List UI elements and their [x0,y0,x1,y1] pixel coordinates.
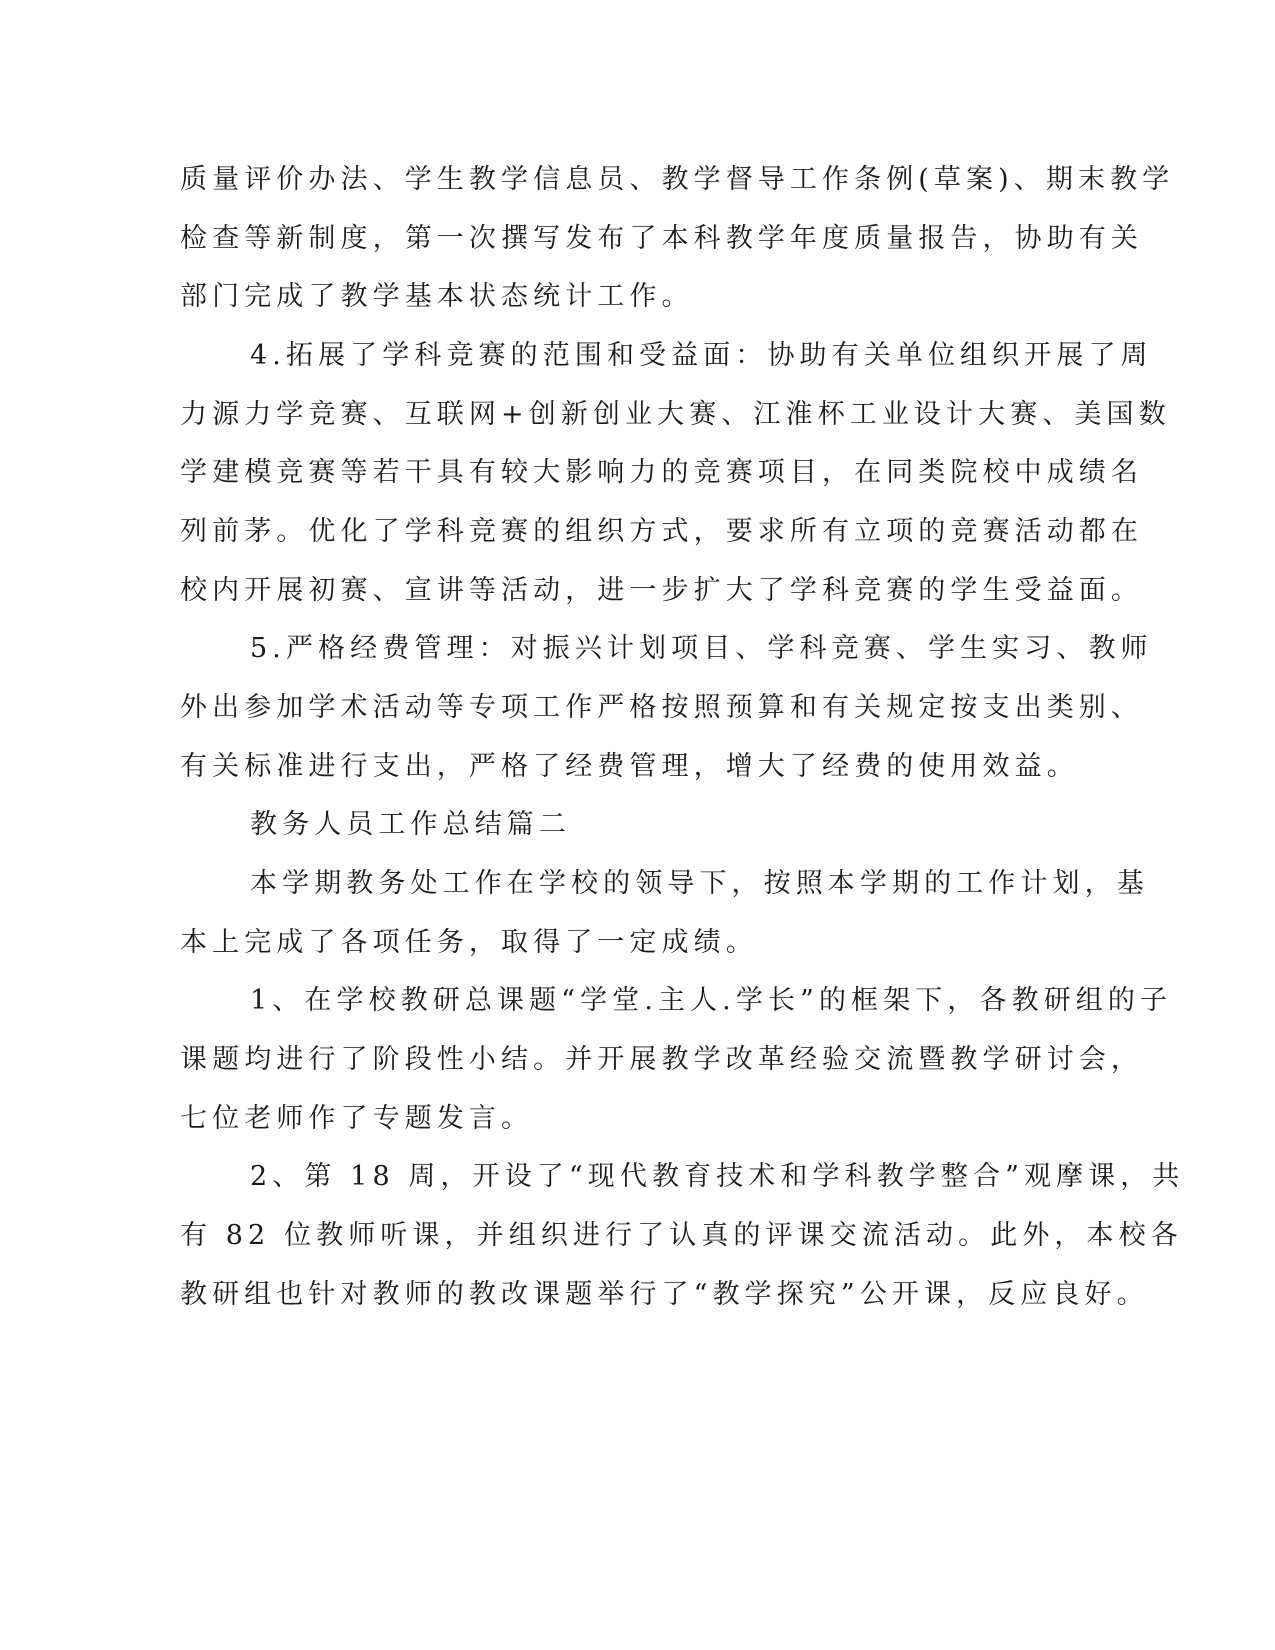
paragraph-first-line: 5.严格经费管理：对振兴计划项目、学科竞赛、学生实习、教师 [250,633,1153,664]
text-line: 有关标准进行支出，严格了经费管理，增大了经费的使用效益。 [180,751,1079,782]
paragraph-first-line: 1、在学校教研总课题“学堂.主人.学长”的框架下，各教研组的子 [250,985,1173,1016]
paragraph-first-line: 本学期教务处工作在学校的领导下，按照本学期的工作计划，基 [250,868,1149,899]
paragraph-first-line: 4.拓展了学科竞赛的范围和受益面：协助有关单位组织开展了周 [250,340,1153,371]
text-line: 有 82 位教师听课，并组织进行了认真的评课交流活动。此外，本校各 [180,1220,1183,1251]
text-line: 教研组也针对教师的教改课题举行了“教学探究”公开课，反应良好。 [180,1279,1149,1310]
text-line: 外出参加学术活动等专项工作严格按照预算和有关规定按支出类别、 [180,692,1143,723]
text-line: 力源力学竞赛、互联网+创新创业大赛、江淮杯工业设计大赛、美国数 [180,399,1171,430]
text-line: 七位老师作了专题发言。 [180,1103,534,1134]
paragraph-first-line: 2、第 18 周，开设了“现代教育技术和学科教学整合”观摩课，共 [250,1161,1185,1192]
text-line: 质量评价办法、学生教学信息员、教学督导工作条例(草案)、期末教学 [180,164,1175,195]
text-line: 课题均进行了阶段性小结。并开展教学改革经验交流暨教学研讨会， [180,1044,1143,1075]
section-heading: 教务人员工作总结篇二 [250,809,571,840]
text-line: 检查等新制度，第一次撰写发布了本科教学年度质量报告，协助有关 [180,223,1143,254]
text-line: 校内开展初赛、宣讲等活动，进一步扩大了学科竞赛的学生受益面。 [180,575,1143,606]
text-line: 部门完成了教学基本状态统计工作。 [180,281,694,312]
text-line: 本上完成了各项任务，取得了一定成绩。 [180,927,758,958]
text-line: 学建模竞赛等若干具有较大影响力的竞赛项目，在同类院校中成绩名 [180,457,1143,488]
text-line: 列前茅。优化了学科竞赛的组织方式，要求所有立项的竞赛活动都在 [180,516,1143,547]
